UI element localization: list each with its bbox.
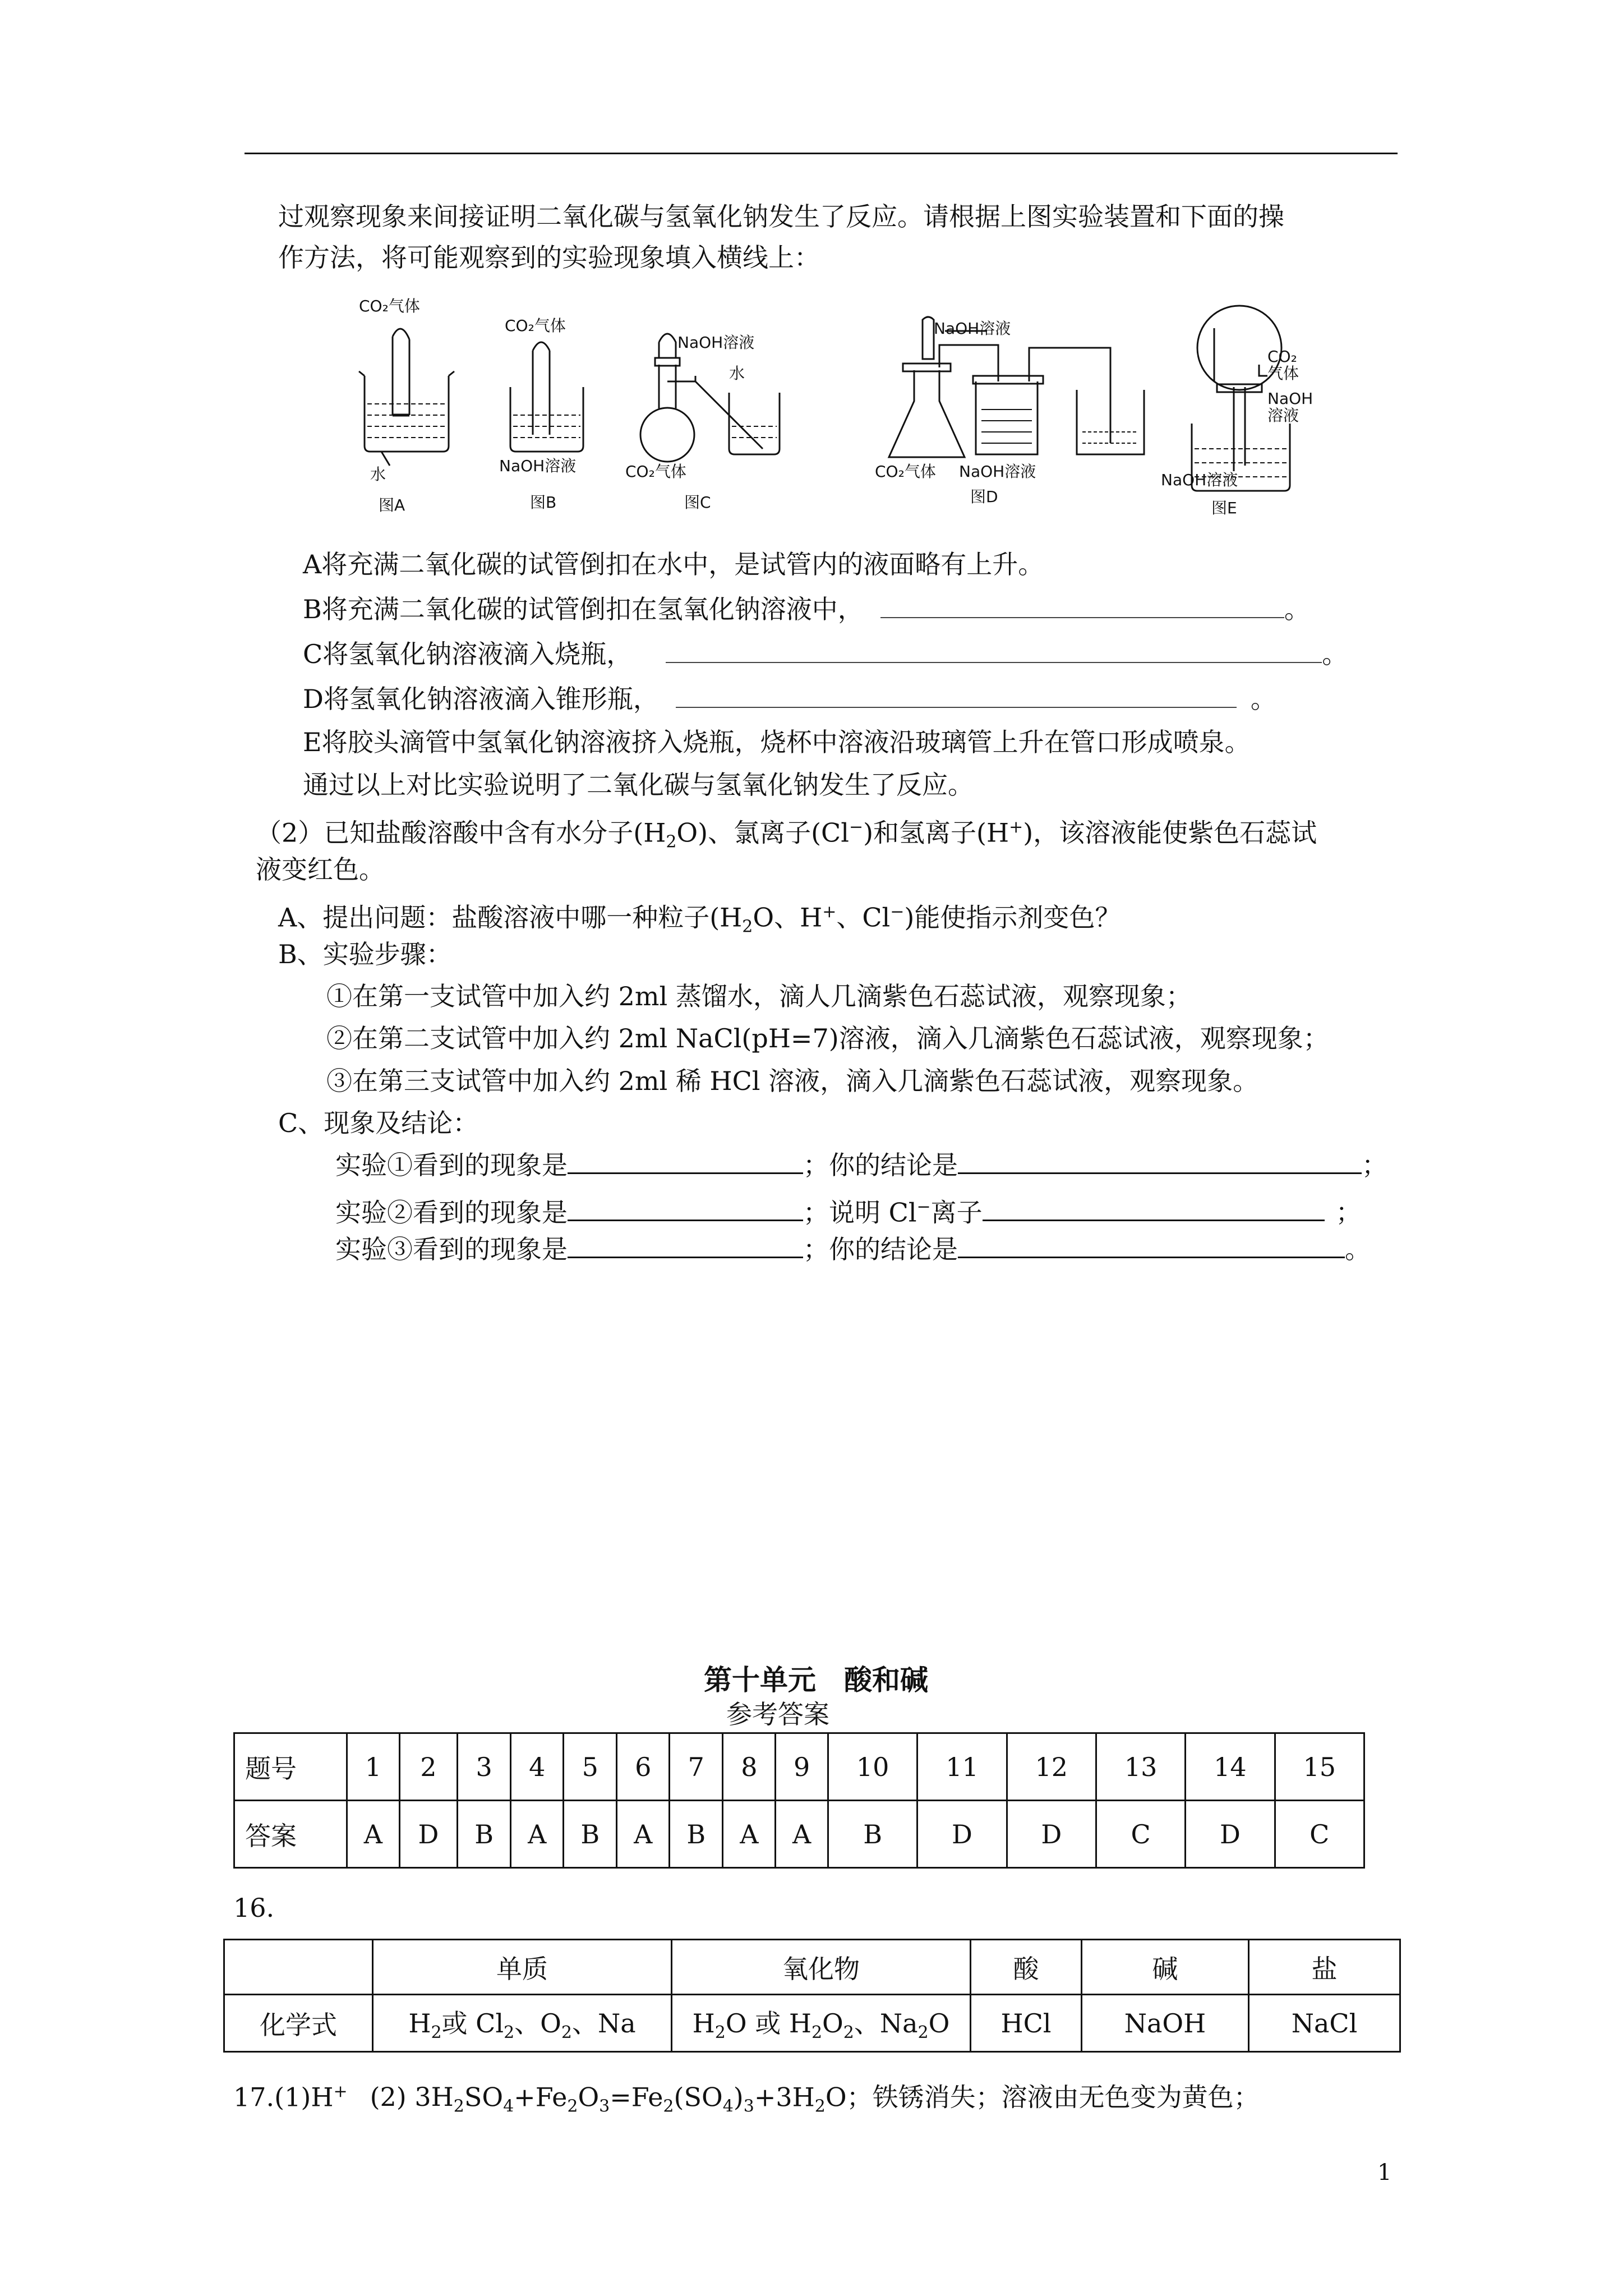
fig-e-label-2: 气体 (1267, 364, 1299, 383)
exp1-phenomenon-blank[interactable] (568, 1150, 803, 1174)
answer-key-number-row (234, 1733, 1364, 1801)
answer-value: B (564, 1801, 617, 1868)
answer-value: B (458, 1801, 511, 1868)
apparatus-figure (336, 297, 1346, 522)
answer-value: D (1186, 1801, 1275, 1868)
fig-d-bottom-label-1: CO₂气体 (875, 462, 936, 481)
row-header-answer: 答案 (234, 1801, 347, 1868)
fig-e-caption: 图E (1211, 499, 1237, 517)
q16-header-salt: 盐 (1249, 1940, 1400, 1995)
answer-value: A (347, 1801, 400, 1868)
q16-row-header: 化学式 (224, 1995, 373, 2052)
figure-d (889, 317, 1144, 457)
observation-b: B将充满二氧化碳的试管倒扣在氢氧化钠溶液中， 。 (303, 594, 1310, 624)
page-number: 1 (1377, 2160, 1392, 2185)
answer-value: A (511, 1801, 564, 1868)
fig-d-bottom-label-2: NaOH溶液 (959, 462, 1036, 481)
fig-d-top-label: NaOH溶液 (934, 319, 1011, 338)
q2-question: A、提出问题：盐酸溶液中哪一种粒子($H_2O$、H+、Cl−)能使指示剂变色？ (278, 902, 1121, 937)
answers-subtitle: 参考答案 (726, 1699, 829, 1729)
answer-value: A (776, 1801, 828, 1868)
figure-a (359, 329, 454, 466)
question-number: 6 (617, 1733, 670, 1801)
fig-a-top-label: CO₂气体 (359, 297, 420, 315)
q16-header-oxide: 氧化物 (672, 1940, 971, 1995)
q17-answer: 17.(1)H+ (2) $3H_2SO_4+Fe_2O_3=Fe_2(SO_4)_3+3H_2O$；铁锈消失；溶液由无色变为黄色； (233, 2082, 1260, 2116)
observation-c: C将氢氧化钠溶液滴入烧瓶， 。 (303, 639, 1348, 669)
fig-a-caption: 图A (379, 496, 405, 514)
q2-step-2: ②在第二支试管中加入约 2ml NaCl(pH=7)溶液，滴入几滴紫色石蕊试液，观察现象； (326, 1023, 1329, 1053)
answer-value: B (828, 1801, 917, 1868)
row-header-number: 题号 (234, 1733, 347, 1801)
observation-e: E将胶头滴管中氢氧化钠溶液挤入烧瓶，烧杯中溶液沿玻璃管上升在管口形成喷泉。 (303, 727, 1251, 757)
q16-corner-cell (224, 1940, 373, 1995)
q2-steps-label: B、实验步骤： (278, 939, 452, 969)
answer-blank-d[interactable] (676, 684, 1237, 708)
q16-base-cell: NaOH (1082, 1995, 1249, 2052)
observation-a: A将充满二氧化碳的试管倒扣在水中，是试管内的液面略有上升。 (303, 549, 1044, 579)
exp2-conclusion-blank[interactable] (983, 1197, 1325, 1221)
fig-c-bottom-label: CO₂气体 (625, 462, 686, 481)
q16-header-base: 碱 (1082, 1940, 1249, 1995)
q16-acid-cell: HCl (971, 1995, 1082, 2052)
answer-value: D (917, 1801, 1007, 1868)
q16-header-row (224, 1940, 1400, 1995)
question-number: 12 (1007, 1733, 1096, 1801)
question-number: 9 (776, 1733, 828, 1801)
q16-salt-cell: NaCl (1249, 1995, 1400, 2052)
question-number: 7 (670, 1733, 723, 1801)
question-number: 8 (723, 1733, 776, 1801)
question-number: 11 (917, 1733, 1007, 1801)
fig-e-label-4: 溶液 (1267, 406, 1299, 425)
answer-key-table (233, 1732, 1365, 1869)
answer-value: D (399, 1801, 457, 1868)
fig-a-bottom-label: 水 (370, 465, 386, 484)
question-number: 5 (564, 1733, 617, 1801)
question-number: 10 (828, 1733, 917, 1801)
intro-line-2: 作方法，将可能观察到的实验现象填入横线上： (278, 242, 820, 273)
q2-experiment-3: 实验③看到的现象是 ；你的结论是 。 (335, 1234, 1371, 1264)
q2-line-1: （2）已知盐酸溶酸中含有水分子$(H_2O)$、氯离子(Cl−)和氢离子(H+)，该溶液能使紫色石蕊试 (256, 817, 1317, 852)
q2-step-3: ③在第三支试管中加入约 2ml 稀 HCl 溶液，滴入几滴紫色石蕊试液，观察现象。 (326, 1066, 1259, 1096)
figure-b (510, 342, 583, 452)
answers-title: 第十单元 酸和碱 (704, 1664, 928, 1696)
q16-oxide-cell: $H_2O$ 或 $H_2O_2$、$Na_2O$ (672, 1995, 971, 2052)
fig-b-caption: 图B (530, 493, 557, 512)
fig-b-bottom-label: NaOH溶液 (499, 457, 577, 475)
question-number: 3 (458, 1733, 511, 1801)
answer-blank-c[interactable] (666, 639, 1322, 663)
answer-value: A (723, 1801, 776, 1868)
exp1-conclusion-blank[interactable] (958, 1150, 1362, 1174)
question-number: 15 (1275, 1733, 1364, 1801)
fig-b-top-label: CO₂气体 (505, 316, 566, 335)
question-number: 4 (511, 1733, 564, 1801)
fig-e-label-1: CO₂ (1267, 347, 1297, 366)
q16-element-cell: $H_2$或 $Cl_2$、$O_2$、Na (373, 1995, 672, 2052)
q2-results-label: C、现象及结论： (278, 1108, 479, 1138)
fig-c-top-label: NaOH溶液 (677, 333, 755, 352)
q16-table (223, 1939, 1401, 2053)
fig-c-caption: 图C (684, 493, 711, 512)
fig-d-caption: 图D (970, 487, 998, 506)
answer-blank-b[interactable] (880, 595, 1284, 618)
q2-experiment-2: 实验②看到的现象是 ；说明 Cl−离子 ； (335, 1197, 1362, 1228)
exp3-phenomenon-blank[interactable] (568, 1234, 803, 1258)
exp2-phenomenon-blank[interactable] (568, 1197, 803, 1221)
question-number: 2 (399, 1733, 457, 1801)
answer-key-value-row (234, 1801, 1364, 1868)
exp3-conclusion-blank[interactable] (958, 1234, 1345, 1258)
answer-value: A (617, 1801, 670, 1868)
q2-step-1: ①在第一支试管中加入约 2ml 蒸馏水，滴人几滴紫色石蕊试液，观察现象； (326, 981, 1192, 1011)
q2-experiment-1: 实验①看到的现象是 ；你的结论是 ； (335, 1150, 1387, 1180)
question-number: 14 (1186, 1733, 1275, 1801)
header-rule (245, 153, 1398, 154)
answer-value: C (1096, 1801, 1185, 1868)
q16-label: 16. (233, 1893, 275, 1923)
intro-line-1: 过观察现象来间接证明二氧化碳与氢氧化钠发生了反应。请根据上图实验装置和下面的操 (278, 201, 1284, 232)
answer-value: D (1007, 1801, 1096, 1868)
figure-c (640, 334, 780, 462)
fig-e-label-3: NaOH (1267, 389, 1313, 408)
fig-c-side-label: 水 (729, 364, 745, 383)
q16-formula-row (224, 1995, 1400, 2052)
q16-header-acid: 酸 (971, 1940, 1082, 1995)
fig-e-bottom-label: NaOH溶液 (1161, 471, 1238, 489)
answer-value: B (670, 1801, 723, 1868)
question-number: 1 (347, 1733, 400, 1801)
answer-value: C (1275, 1801, 1364, 1868)
q16-header-element: 单质 (373, 1940, 672, 1995)
observation-conclusion: 通过以上对比实验说明了二氧化碳与氢氧化钠发生了反应。 (303, 770, 974, 800)
q2-line-2: 液变红色。 (256, 854, 385, 885)
question-number: 13 (1096, 1733, 1185, 1801)
observation-d: D将氢氧化钠溶液滴入锥形瓶， 。 (303, 684, 1276, 714)
